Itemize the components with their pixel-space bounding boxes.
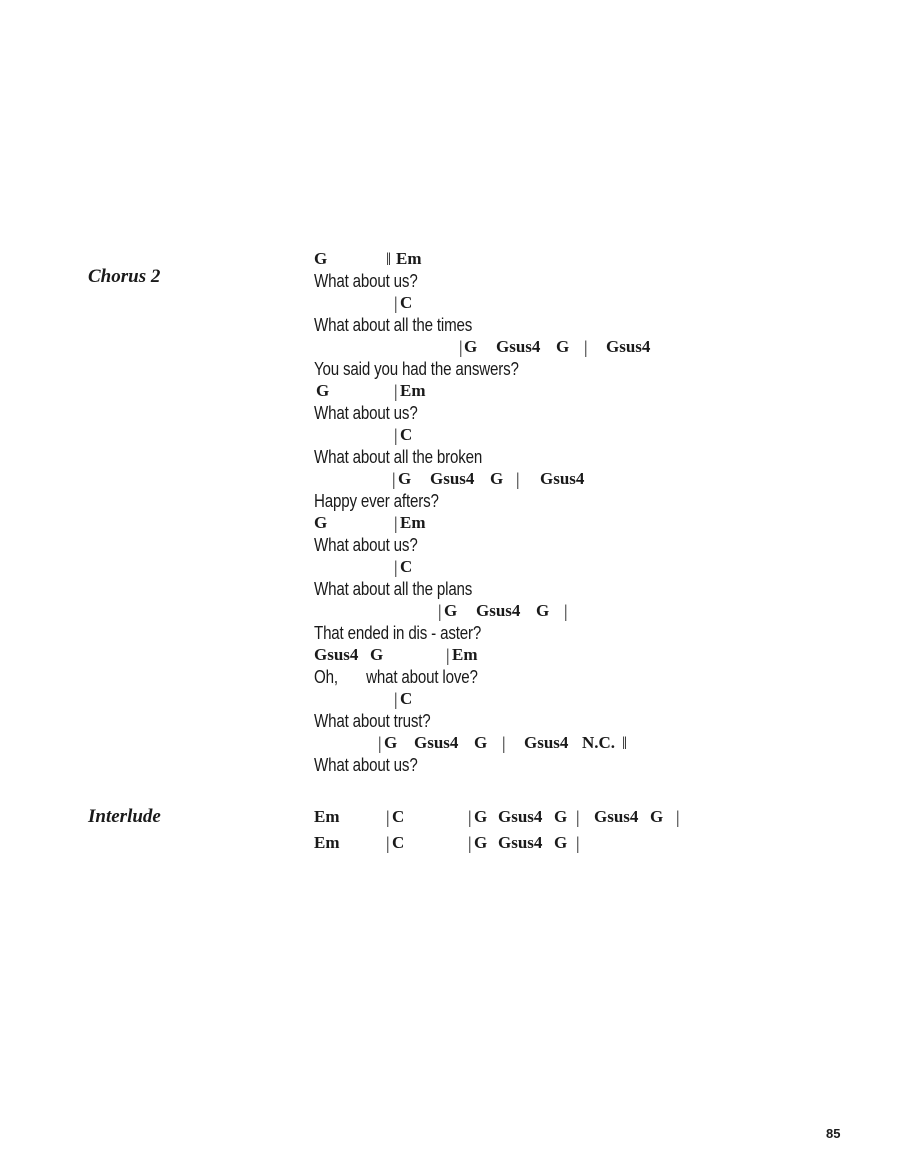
chord: Em	[400, 513, 426, 532]
bar-line: |	[516, 469, 520, 489]
chord-line	[314, 425, 874, 445]
chord-line	[314, 689, 874, 709]
chord: G	[384, 733, 398, 752]
bar-line: |	[392, 469, 396, 489]
chord: G	[316, 381, 330, 400]
bar-line: ‖	[622, 733, 628, 753]
bar-line: |	[394, 689, 398, 709]
chord-line	[314, 513, 874, 533]
chord: Em	[314, 833, 340, 852]
chord: C	[400, 557, 413, 576]
lyric-line: What about us?	[314, 535, 418, 555]
chord-line	[314, 807, 874, 833]
chord: G	[398, 469, 412, 488]
chord: C	[392, 807, 405, 826]
bar-line: |	[468, 833, 472, 853]
chord: C	[400, 425, 413, 444]
lyric-line: What about all the plans	[314, 579, 473, 599]
section-label-interlude: Interlude	[88, 806, 161, 827]
chord: G	[474, 733, 488, 752]
lyric-line: What about us?	[314, 755, 418, 775]
chord: C	[392, 833, 405, 852]
chord: Gsus4	[524, 733, 569, 752]
bar-line: |	[394, 557, 398, 577]
chord: G	[370, 645, 384, 664]
chorus-block	[314, 249, 874, 777]
chord: G	[650, 807, 664, 826]
bar-line: |	[468, 807, 472, 827]
bar-line: |	[394, 425, 398, 445]
chord: G	[556, 337, 570, 356]
chord-line	[314, 733, 874, 753]
chord: Gsus4	[498, 807, 543, 826]
chord: Gsus4	[540, 469, 585, 488]
chord-line	[314, 601, 874, 621]
chord: G	[474, 833, 488, 852]
bar-line: |	[394, 381, 398, 401]
chord: G	[464, 337, 478, 356]
lyric-line: Happy ever afters?	[314, 491, 439, 511]
chord-line	[314, 381, 874, 401]
bar-line: |	[459, 337, 463, 357]
interlude-block	[314, 807, 874, 859]
bar-line: |	[394, 513, 398, 533]
bar-line: |	[564, 601, 568, 621]
bar-line: |	[446, 645, 450, 665]
bar-line: |	[676, 807, 680, 827]
chord: Gsus4	[496, 337, 541, 356]
bar-line: |	[584, 337, 588, 357]
bar-line: |	[576, 833, 580, 853]
page-number: 85	[826, 1126, 841, 1141]
chord-line	[314, 645, 874, 665]
chord: G	[536, 601, 550, 620]
bar-line: |	[438, 601, 442, 621]
chord: Em	[396, 249, 422, 268]
chord: G	[490, 469, 504, 488]
lyric-line: That ended in dis - aster?	[314, 623, 482, 643]
chord-line	[314, 293, 874, 313]
chord: Gsus4	[594, 807, 639, 826]
chord: G	[444, 601, 458, 620]
chord: G	[314, 249, 328, 268]
lyric-line: What about trust?	[314, 711, 431, 731]
chord: Gsus4	[414, 733, 459, 752]
chord-line	[314, 469, 874, 489]
bar-line: |	[378, 733, 382, 753]
chord-line	[314, 337, 874, 357]
chord: Em	[314, 807, 340, 826]
chord: Gsus4	[314, 645, 359, 664]
chord: G	[474, 807, 488, 826]
chord: N.C.	[582, 733, 616, 752]
chord: Gsus4	[430, 469, 475, 488]
chord: G	[554, 807, 568, 826]
chord-line	[314, 557, 874, 577]
chord: C	[400, 293, 413, 312]
chord: C	[400, 689, 413, 708]
bar-line: |	[386, 833, 390, 853]
chord-line	[314, 833, 874, 859]
bar-line: |	[386, 807, 390, 827]
lyric-line: What about us?	[314, 271, 418, 291]
bar-line: |	[576, 807, 580, 827]
lyric-line: What about us?	[314, 403, 418, 423]
chord: G	[554, 833, 568, 852]
chord: Em	[400, 381, 426, 400]
chord: Gsus4	[498, 833, 543, 852]
lyric-line: You said you had the answers?	[314, 359, 519, 379]
section-label-chorus-2: Chorus 2	[88, 266, 161, 287]
bar-line: |	[502, 733, 506, 753]
chord: Em	[452, 645, 478, 664]
chord-line	[314, 249, 874, 269]
lyric-line: What about all the broken	[314, 447, 483, 467]
chord: G	[314, 513, 328, 532]
chord: Gsus4	[476, 601, 521, 620]
chord: Gsus4	[606, 337, 651, 356]
lyric-line: What about all the times	[314, 315, 473, 335]
lyric-line: Oh, what about love?	[314, 667, 478, 687]
bar-line: |	[394, 293, 398, 313]
bar-line: ‖	[386, 249, 392, 269]
